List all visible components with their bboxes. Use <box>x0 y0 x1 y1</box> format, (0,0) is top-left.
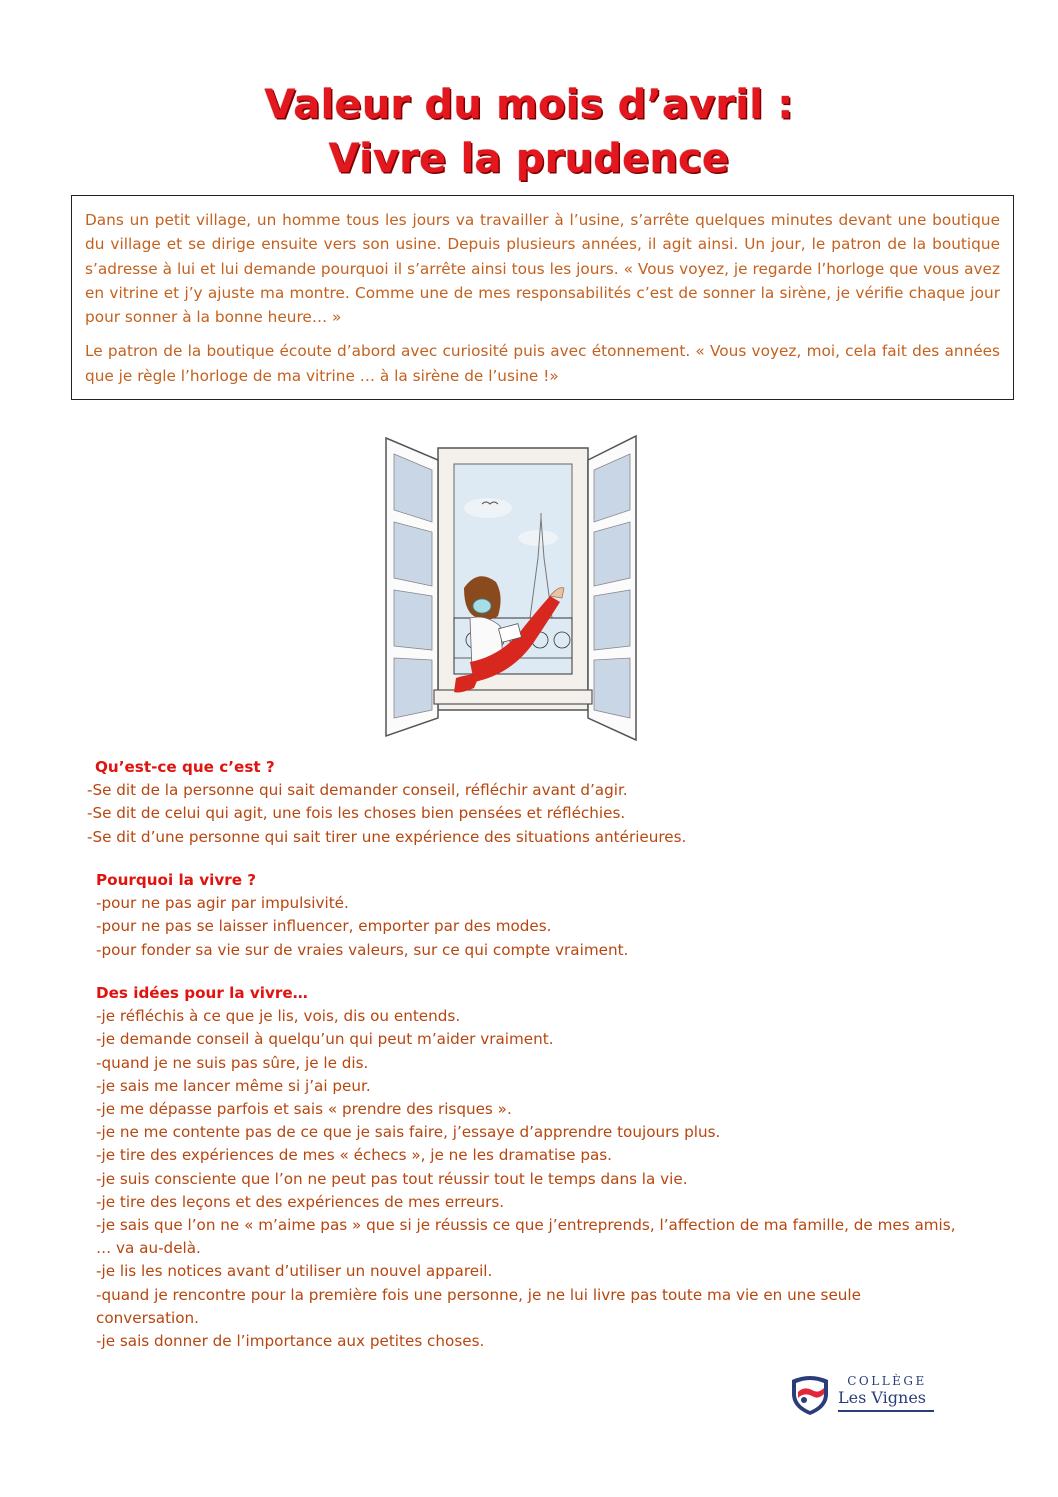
list-item: -pour ne pas agir par impulsivité. <box>96 894 349 913</box>
story-paragraph-2: Le patron de la boutique écoute d’abord avec curiosité puis avec étonnement. « Vous voyez, moi, cela fait des années que je règle l’horloge de ma vitrine … à la sirène de l’usine !» <box>85 342 1000 385</box>
list-item: -pour fonder sa vie sur de vraies valeurs, sur ce qui compte vraiment. <box>96 940 629 959</box>
list-item: -je tire des expériences de mes « échecs », je ne les dramatise pas. <box>96 1146 613 1165</box>
list-item: -je suis consciente que l’on ne peut pas tout réussir tout le temps dans la vie. <box>96 1169 688 1188</box>
list-item: -je réfléchis à ce que je lis, vois, dis ou entends. <box>96 1007 461 1026</box>
section-heading: Des idées pour la vivre… <box>96 984 308 1002</box>
list-item: -Se dit d’une personne qui sait tirer une expérience des situations antérieures. <box>87 827 687 846</box>
list-item: -je sais que l’on ne « m’aime pas » que si je réussis ce que j’entreprends, l’affection de ma famille, de mes amis, … va au-delà. <box>96 1216 956 1258</box>
logo-underline <box>838 1410 934 1412</box>
section-heading: Pourquoi la vivre ? <box>96 871 257 889</box>
section-why <box>0 869 1058 962</box>
list-item: -quand je ne suis pas sûre, je le dis. <box>96 1053 369 1072</box>
section-what <box>0 756 1058 849</box>
list-item: -pour ne pas se laisser influencer, emporter par des modes. <box>96 917 552 936</box>
page-title <box>0 78 1058 186</box>
list-item: -Se dit de la personne qui sait demander conseil, réfléchir avant d’agir. <box>87 781 628 800</box>
list-item: -je demande conseil à quelqu’un qui peut m’aider vraiment. <box>96 1030 554 1049</box>
title-line-2: Vivre la prudence <box>328 136 730 182</box>
story-paragraph-1: Dans un petit village, un homme tous les jours va travailler à l’usine, s’arrête quelques minutes devant une boutique du village et se dirige ensuite vers son usine. Depuis plusieurs années, il agit ainsi. Un jour, le patron de la boutique s’adresse à lui et lui demande pourquoi il s’arrête ainsi tous les jours. « Vous voyez, je regarde l’horloge que vous avez en vitrine et j’y ajuste ma montre. Comme une de mes responsabilités c’est de sonner la sirène, je vérifie chaque jour pour sonner à la bonne heure… » <box>85 211 1000 327</box>
list-item: -je tire des leçons et des expériences de mes erreurs. <box>96 1192 505 1211</box>
logo-college-text: COLLÈGE <box>847 1374 927 1388</box>
section-heading: Qu’est-ce que c’est ? <box>95 758 275 776</box>
list-item: -je ne me contente pas de ce que je sais faire, j’essaye d’apprendre toujours plus. <box>96 1123 721 1142</box>
shield-icon <box>788 1374 832 1416</box>
list-item: -je lis les notices avant d’utiliser un nouvel appareil. <box>96 1262 493 1281</box>
logo-school-name: Les Vignes <box>838 1388 927 1407</box>
section-ideas <box>0 982 1058 1353</box>
list-item: -quand je rencontre pour la première fois une personne, je ne lui livre pas toute ma vie en une seule conversation. <box>96 1285 861 1327</box>
list-item: -je me dépasse parfois et sais « prendre des risques ». <box>96 1100 512 1119</box>
story-box <box>71 195 1014 400</box>
list-item: -je sais me lancer même si j’ai peur. <box>96 1076 371 1095</box>
list-item: -Se dit de celui qui agit, une fois les choses bien pensées et réfléchies. <box>87 804 626 823</box>
title-line-1: Valeur du mois d’avril : <box>264 82 794 128</box>
list-item: -je sais donner de l’importance aux petites choses. <box>96 1332 485 1351</box>
college-logo <box>788 1374 938 1416</box>
window-illustration <box>378 418 644 754</box>
